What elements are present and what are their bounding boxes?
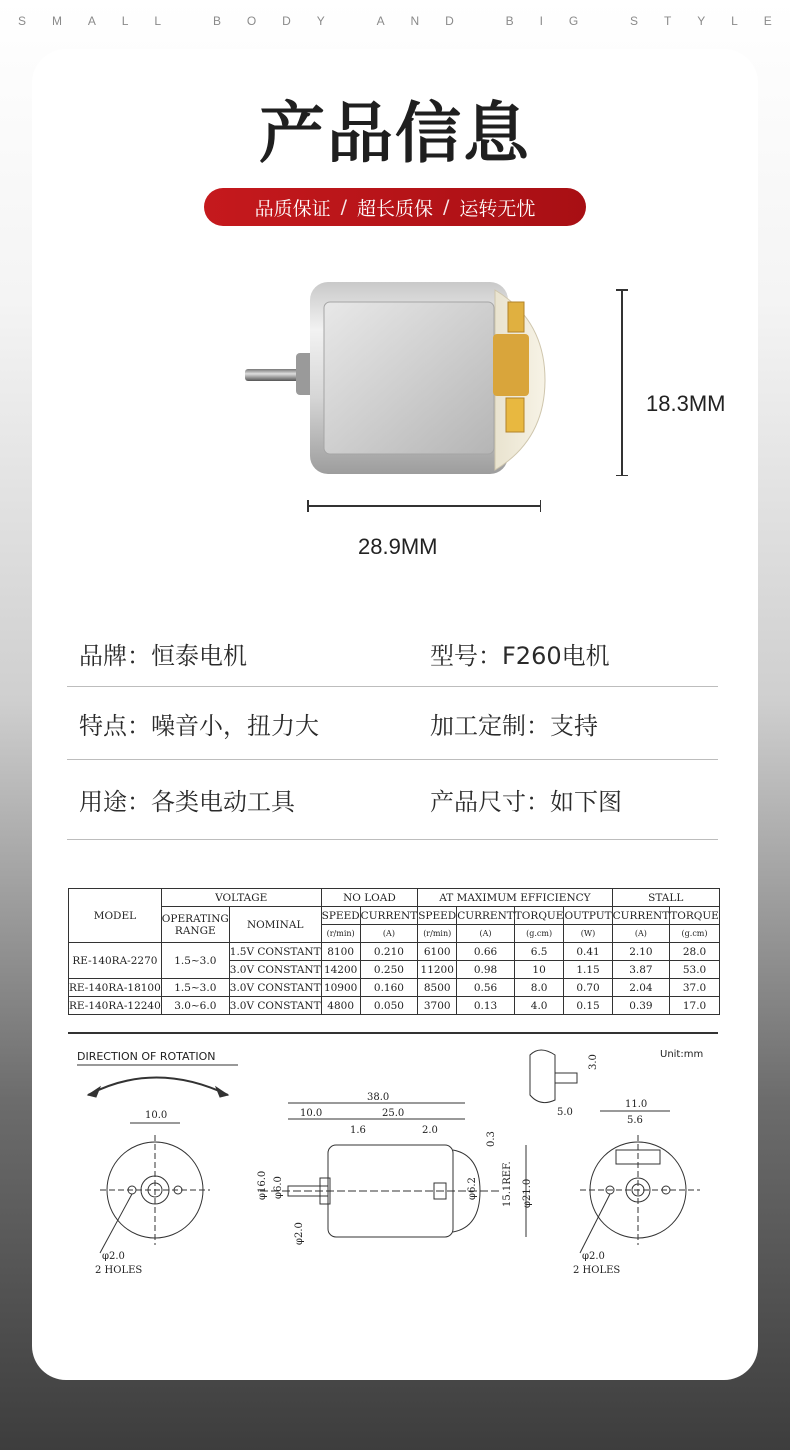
cell-value: 17.0 <box>670 997 720 1015</box>
cell-value: 3700 <box>418 997 457 1015</box>
th-speed: SPEED <box>418 907 457 925</box>
cell-range: 3.0~6.0 <box>161 997 229 1015</box>
motor-face <box>324 302 494 454</box>
th-current: CURRENT <box>360 907 418 925</box>
svg-text:5.0: 5.0 <box>557 1107 573 1118</box>
tagline-letter: L <box>731 14 738 28</box>
height-dimension-label: 18.3MM <box>646 391 726 416</box>
svg-text:φ2.0: φ2.0 <box>294 1222 305 1245</box>
th-unit: (r/min) <box>321 925 360 943</box>
tagline <box>0 14 790 28</box>
tagline-letter: L <box>154 14 162 28</box>
tagline-letter: T <box>663 14 672 28</box>
divider <box>68 1032 718 1034</box>
svg-text:2.0: 2.0 <box>422 1125 438 1136</box>
tagline-letter: E <box>763 14 772 28</box>
th-current: CURRENT <box>457 907 515 925</box>
guarantee-banner <box>204 188 586 226</box>
svg-text:φ2.0: φ2.0 <box>102 1251 125 1262</box>
table-row <box>69 979 720 997</box>
cell-value: 0.250 <box>360 961 418 979</box>
cell-value: 2.10 <box>612 943 670 961</box>
cell-value: 14200 <box>321 961 360 979</box>
banner-quality: 品质保证 <box>254 197 331 220</box>
th-unit: (A) <box>612 925 670 943</box>
motor-photo <box>240 280 560 480</box>
info-row <box>67 620 718 687</box>
width-dimension-line <box>307 500 541 512</box>
svg-text:15.1REF.: 15.1REF. <box>502 1161 513 1207</box>
info-feature: 特点：噪音小，扭力大 <box>79 711 319 740</box>
cell-value: 6.5 <box>514 943 564 961</box>
cell-value: 28.0 <box>670 943 720 961</box>
info-usage: 用途：各类电动工具 <box>79 788 295 816</box>
cell-value: 0.56 <box>457 979 515 997</box>
th-current: CURRENT <box>612 907 670 925</box>
tagline-letter: B <box>505 14 514 28</box>
cell-value: 0.210 <box>360 943 418 961</box>
tagline-letter: D <box>445 14 454 28</box>
svg-text:11.0: 11.0 <box>625 1099 648 1110</box>
cell-range: 1.5~3.0 <box>161 943 229 979</box>
banner-separator: / <box>340 196 347 218</box>
cell-nominal: 3.0V CONSTANT <box>229 997 321 1015</box>
cell-value: 10900 <box>321 979 360 997</box>
tagline-letter: B <box>212 14 221 28</box>
svg-text:0.3: 0.3 <box>486 1131 497 1147</box>
th-output: OUTPUT <box>564 907 612 925</box>
banner-operation: 运转无忧 <box>459 197 536 220</box>
table-row <box>69 997 720 1015</box>
info-row <box>67 687 718 760</box>
cell-value: 53.0 <box>670 961 720 979</box>
th-stall: STALL <box>612 889 719 907</box>
tagline-letter: A <box>87 14 96 28</box>
th-voltage: VOLTAGE <box>161 889 321 907</box>
th-max-efficiency: AT MAXIMUM EFFICIENCY <box>418 889 612 907</box>
tagline-letter: D <box>282 14 291 28</box>
cell-value: 4800 <box>321 997 360 1015</box>
motor-terminal-tab <box>506 398 524 432</box>
th-unit: (W) <box>564 925 612 943</box>
rotation-arrow-icon <box>88 1078 228 1096</box>
cell-value: 0.050 <box>360 997 418 1015</box>
cell-nominal: 3.0V CONSTANT <box>229 979 321 997</box>
cell-value: 8100 <box>321 943 360 961</box>
page-title: 产品信息 <box>259 95 531 172</box>
rotation-label: DIRECTION OF ROTATION <box>77 1050 216 1063</box>
th-torque: TORQUE <box>514 907 564 925</box>
svg-text:2 HOLES: 2 HOLES <box>95 1265 143 1276</box>
cell-value: 0.41 <box>564 943 612 961</box>
cell-value: 0.70 <box>564 979 612 997</box>
cell-value: 0.13 <box>457 997 515 1015</box>
svg-text:3.0: 3.0 <box>588 1054 599 1070</box>
tagline-letter: G <box>568 14 579 28</box>
svg-text:φ16.0: φ16.0 <box>257 1170 268 1200</box>
product-info-grid <box>67 620 718 840</box>
table-row <box>69 943 720 961</box>
info-model: 型号：F260电机 <box>430 641 610 670</box>
svg-text:25.0: 25.0 <box>382 1108 405 1119</box>
cell-model: RE-140RA-18100 <box>69 979 162 997</box>
cell-model: RE-140RA-2270 <box>69 943 162 979</box>
motor-terminal-tab <box>508 302 524 332</box>
svg-text:5.6: 5.6 <box>627 1115 643 1126</box>
svg-text:φ6.2: φ6.2 <box>467 1177 478 1200</box>
cell-value: 11200 <box>418 961 457 979</box>
cell-value: 4.0 <box>514 997 564 1015</box>
svg-text:Unit:mm: Unit:mm <box>660 1049 704 1060</box>
height-dimension-line <box>616 289 628 476</box>
cell-model: RE-140RA-12240 <box>69 997 162 1015</box>
cell-value: 0.98 <box>457 961 515 979</box>
svg-text:2 HOLES: 2 HOLES <box>573 1265 621 1276</box>
th-nominal: NOMINAL <box>229 907 321 943</box>
width-dimension-label: 28.9MM <box>358 534 438 559</box>
cell-range: 1.5~3.0 <box>161 979 229 997</box>
svg-text:10.0: 10.0 <box>300 1108 323 1119</box>
info-size: 产品尺寸：如下图 <box>430 788 622 816</box>
cell-nominal: 3.0V CONSTANT <box>229 961 321 979</box>
th-torque: TORQUE <box>670 907 720 925</box>
spec-table <box>68 888 720 1015</box>
th-no-load: NO LOAD <box>321 889 418 907</box>
th-speed: SPEED <box>321 907 360 925</box>
cell-value: 0.66 <box>457 943 515 961</box>
th-unit: (g.cm) <box>514 925 564 943</box>
info-row <box>67 760 718 840</box>
tagline-letter: O <box>246 14 257 28</box>
th-operating-range: OPERATING RANGE <box>161 907 229 943</box>
tagline-letter: I <box>539 14 543 28</box>
motor-terminal <box>493 334 529 396</box>
cell-value: 8500 <box>418 979 457 997</box>
tagline-letter: Y <box>697 14 706 28</box>
tagline-letter: A <box>376 14 385 28</box>
cell-value: 1.15 <box>564 961 612 979</box>
svg-text:φ6.0: φ6.0 <box>273 1176 284 1199</box>
tagline-letter: L <box>121 14 129 28</box>
cell-nominal: 1.5V CONSTANT <box>229 943 321 961</box>
technical-drawing <box>60 1035 740 1285</box>
cell-value: 0.15 <box>564 997 612 1015</box>
cell-value: 6100 <box>418 943 457 961</box>
th-model: MODEL <box>69 889 162 943</box>
cell-value: 2.04 <box>612 979 670 997</box>
cell-value: 10 <box>514 961 564 979</box>
cell-value: 37.0 <box>670 979 720 997</box>
tagline-letter: N <box>410 14 420 28</box>
cell-value: 8.0 <box>514 979 564 997</box>
svg-text:1.6: 1.6 <box>350 1125 366 1136</box>
th-unit: (g.cm) <box>670 925 720 943</box>
banner-separator: / <box>443 196 450 218</box>
banner-warranty: 超长质保 <box>356 197 433 220</box>
svg-text:φ21.0: φ21.0 <box>522 1178 533 1208</box>
cell-value: 3.87 <box>612 961 670 979</box>
th-unit: (A) <box>360 925 418 943</box>
info-custom: 加工定制：支持 <box>430 711 598 740</box>
info-brand: 品牌：恒泰电机 <box>79 641 247 670</box>
tagline-letter: M <box>51 14 62 28</box>
svg-text:10.0: 10.0 <box>145 1110 168 1121</box>
svg-text:φ2.0: φ2.0 <box>582 1251 605 1262</box>
th-unit: (r/min) <box>418 925 457 943</box>
svg-text:38.0: 38.0 <box>367 1092 390 1103</box>
cell-value: 0.160 <box>360 979 418 997</box>
tagline-letter: S <box>630 14 639 28</box>
tagline-letter: S <box>18 14 27 28</box>
th-unit: (A) <box>457 925 515 943</box>
tagline-letter: Y <box>316 14 325 28</box>
cell-value: 0.39 <box>612 997 670 1015</box>
